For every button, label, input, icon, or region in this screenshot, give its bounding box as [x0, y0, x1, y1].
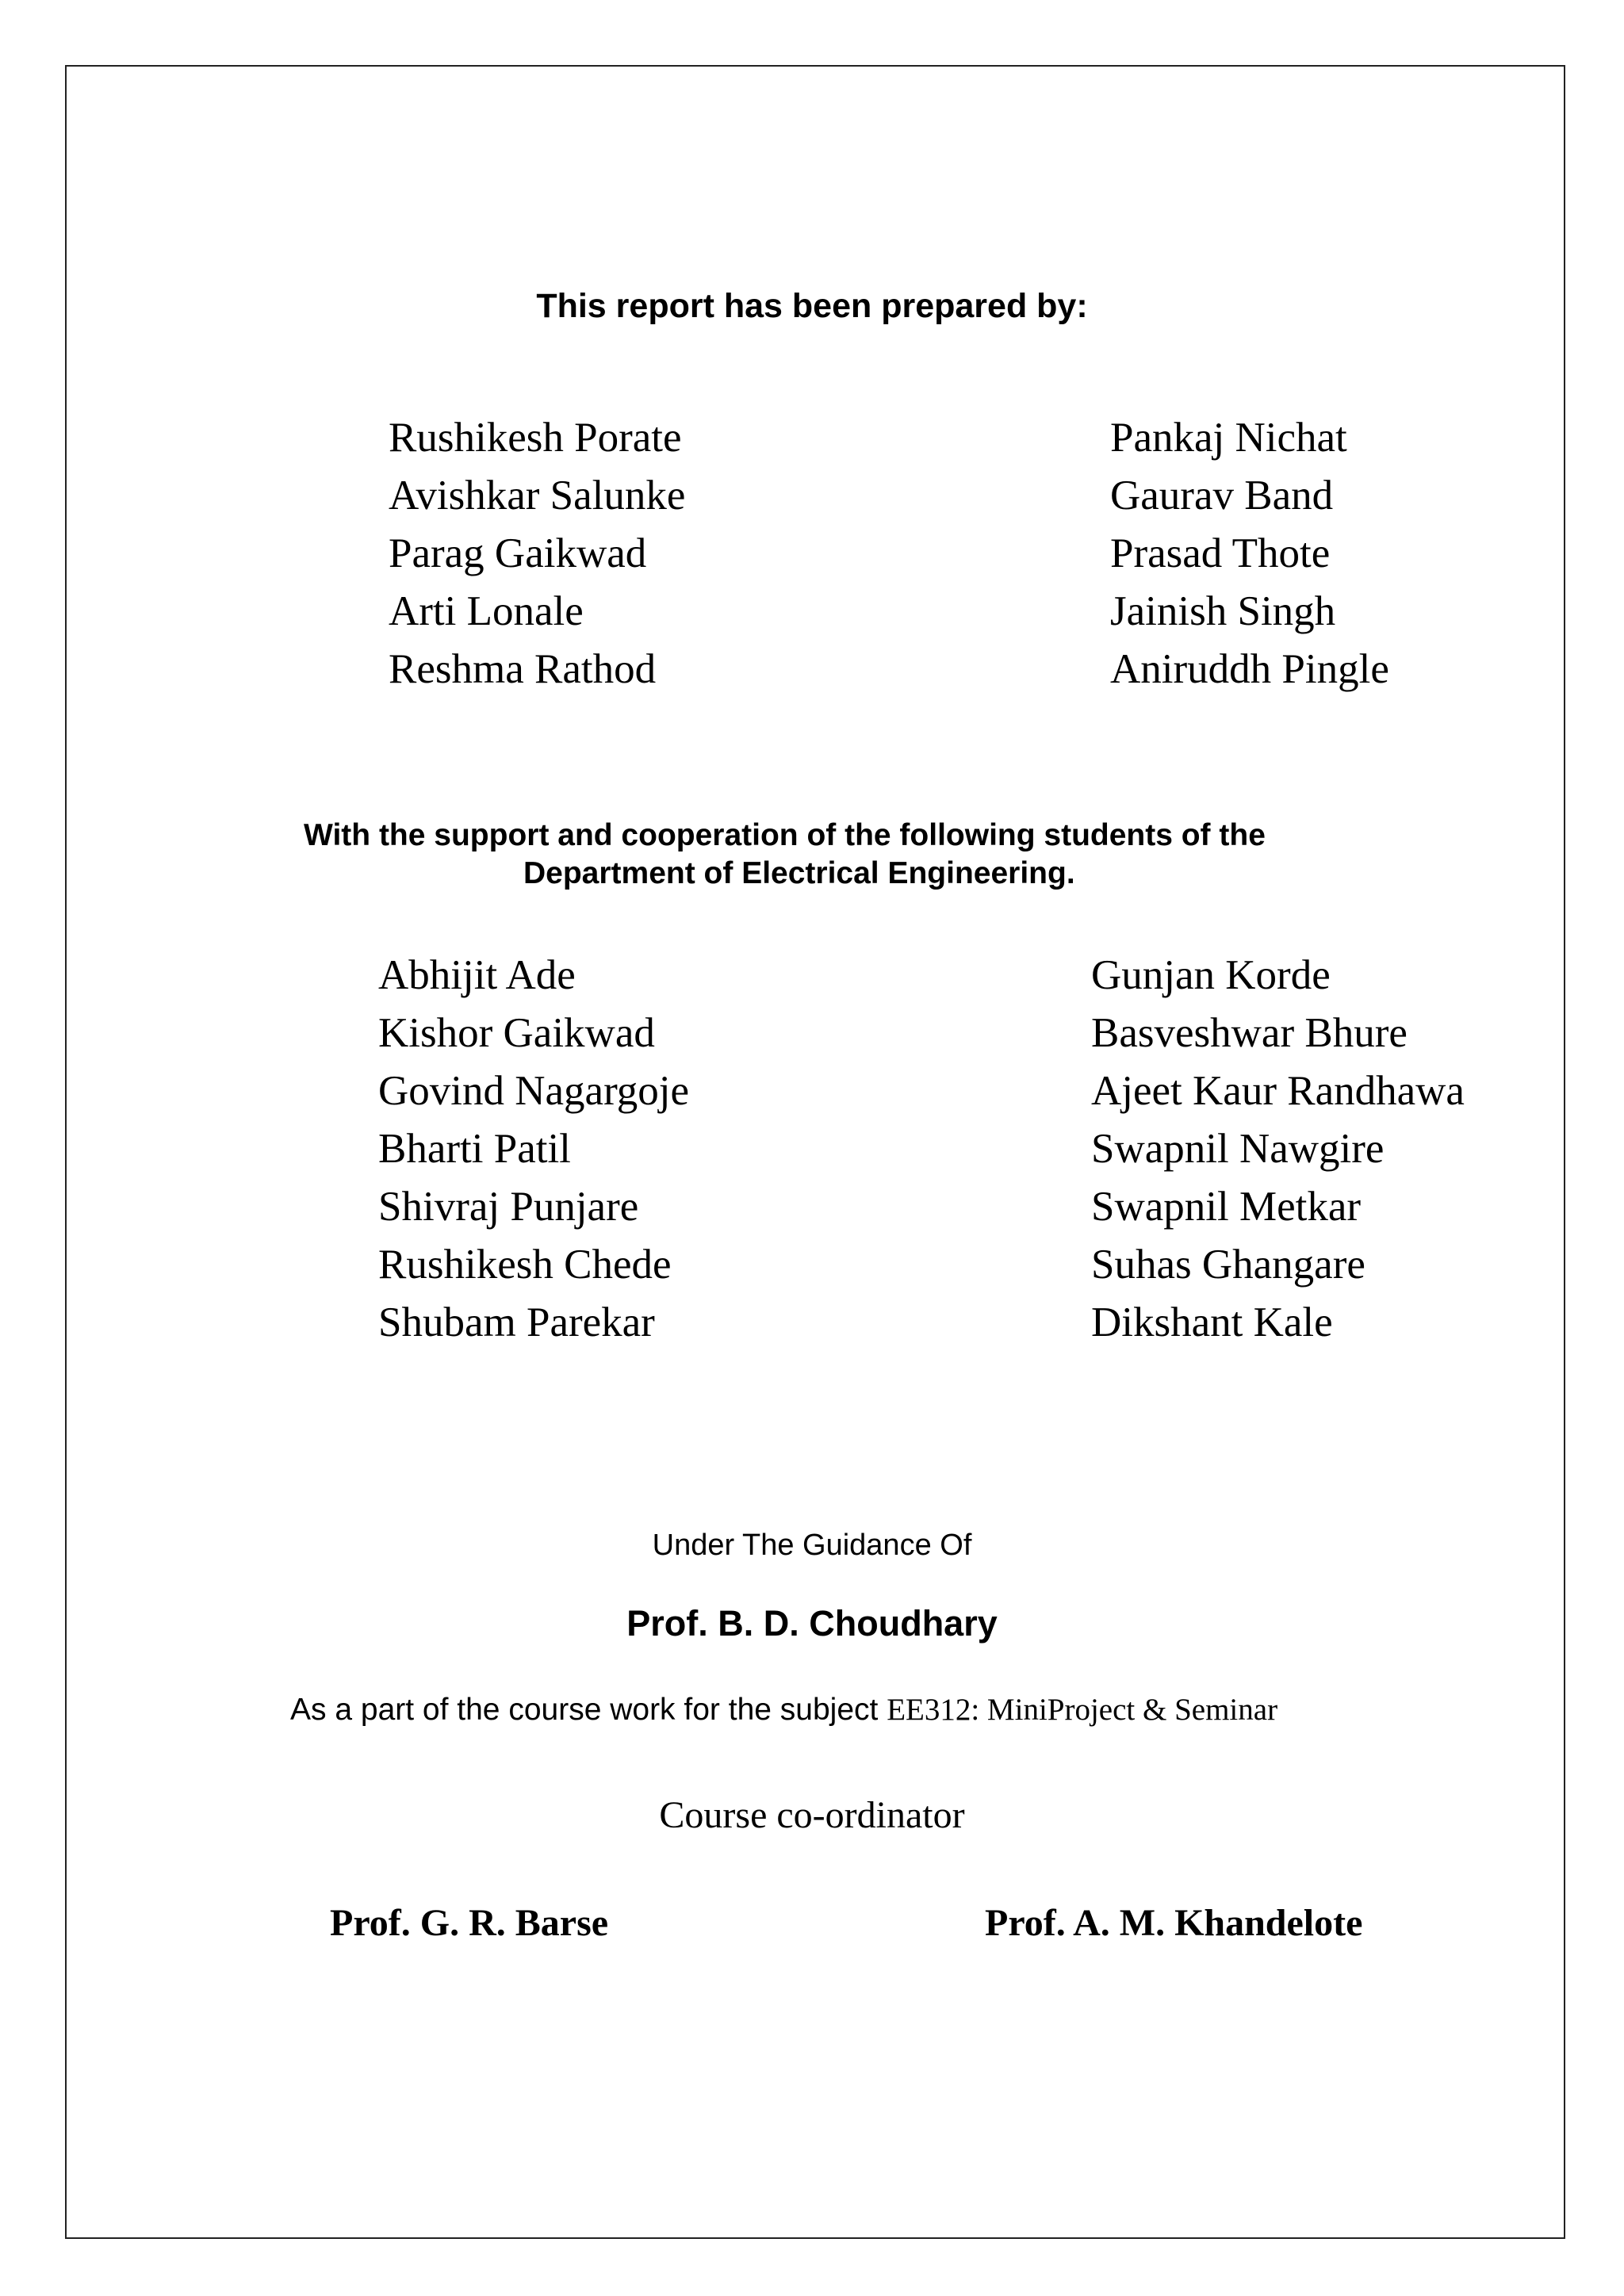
student-name: Swapnil Nawgire	[1091, 1126, 1385, 1172]
prepared-by-heading: This report has been prepared by:	[536, 287, 1088, 325]
student-name: Shivraj Punjare	[378, 1184, 639, 1230]
course-subject: EE312: MiniProject & Seminar	[887, 1693, 1278, 1727]
author-name: Jainish Singh	[1110, 588, 1336, 634]
students-left-column	[378, 947, 689, 1352]
coordinator-right-name: Prof. A. M. Khandelote	[985, 1902, 1363, 1944]
author-name: Arti Lonale	[389, 588, 584, 634]
author-name: Parag Gaikwad	[389, 530, 647, 576]
author-name: Avishkar Salunke	[389, 473, 686, 519]
course-prefix: As a part of the course work for the subject	[290, 1693, 887, 1727]
student-name: Swapnil Metkar	[1091, 1184, 1362, 1230]
student-name: Basveshwar Bhure	[1091, 1010, 1408, 1056]
student-name: Ajeet Kaur Randhawa	[1091, 1068, 1465, 1114]
authors-right-column	[1110, 409, 1389, 698]
author-name: Rushikesh Porate	[389, 415, 682, 461]
support-heading-line1: With the support and cooperation of the following students of the	[304, 818, 1266, 852]
course-line	[290, 1692, 1277, 1728]
authors-left-column	[389, 409, 685, 698]
coordinator-label: Course co-ordinator	[659, 1794, 965, 1836]
author-name: Pankaj Nichat	[1110, 415, 1347, 461]
student-name: Suhas Ghangare	[1091, 1242, 1365, 1288]
student-name: Bharti Patil	[378, 1126, 571, 1172]
student-name: Rushikesh Chede	[378, 1242, 672, 1288]
student-name: Abhijit Ade	[378, 952, 576, 998]
student-name: Shubam Parekar	[378, 1299, 655, 1345]
coordinator-left-name: Prof. G. R. Barse	[330, 1902, 609, 1944]
guide-name: Prof. B. D. Choudhary	[626, 1603, 998, 1644]
author-name: Prasad Thote	[1110, 530, 1331, 576]
author-name: Gaurav Band	[1110, 473, 1334, 519]
student-name: Dikshant Kale	[1091, 1299, 1333, 1345]
guidance-label: Under The Guidance Of	[652, 1529, 972, 1562]
student-name: Gunjan Korde	[1091, 952, 1331, 998]
author-name: Reshma Rathod	[389, 646, 657, 692]
students-right-column	[1091, 947, 1465, 1352]
author-name: Aniruddh Pingle	[1110, 646, 1389, 692]
student-name: Kishor Gaikwad	[378, 1010, 655, 1056]
support-heading-line2: Department of Electrical Engineering.	[523, 856, 1075, 890]
student-name: Govind Nagargoje	[378, 1068, 690, 1114]
